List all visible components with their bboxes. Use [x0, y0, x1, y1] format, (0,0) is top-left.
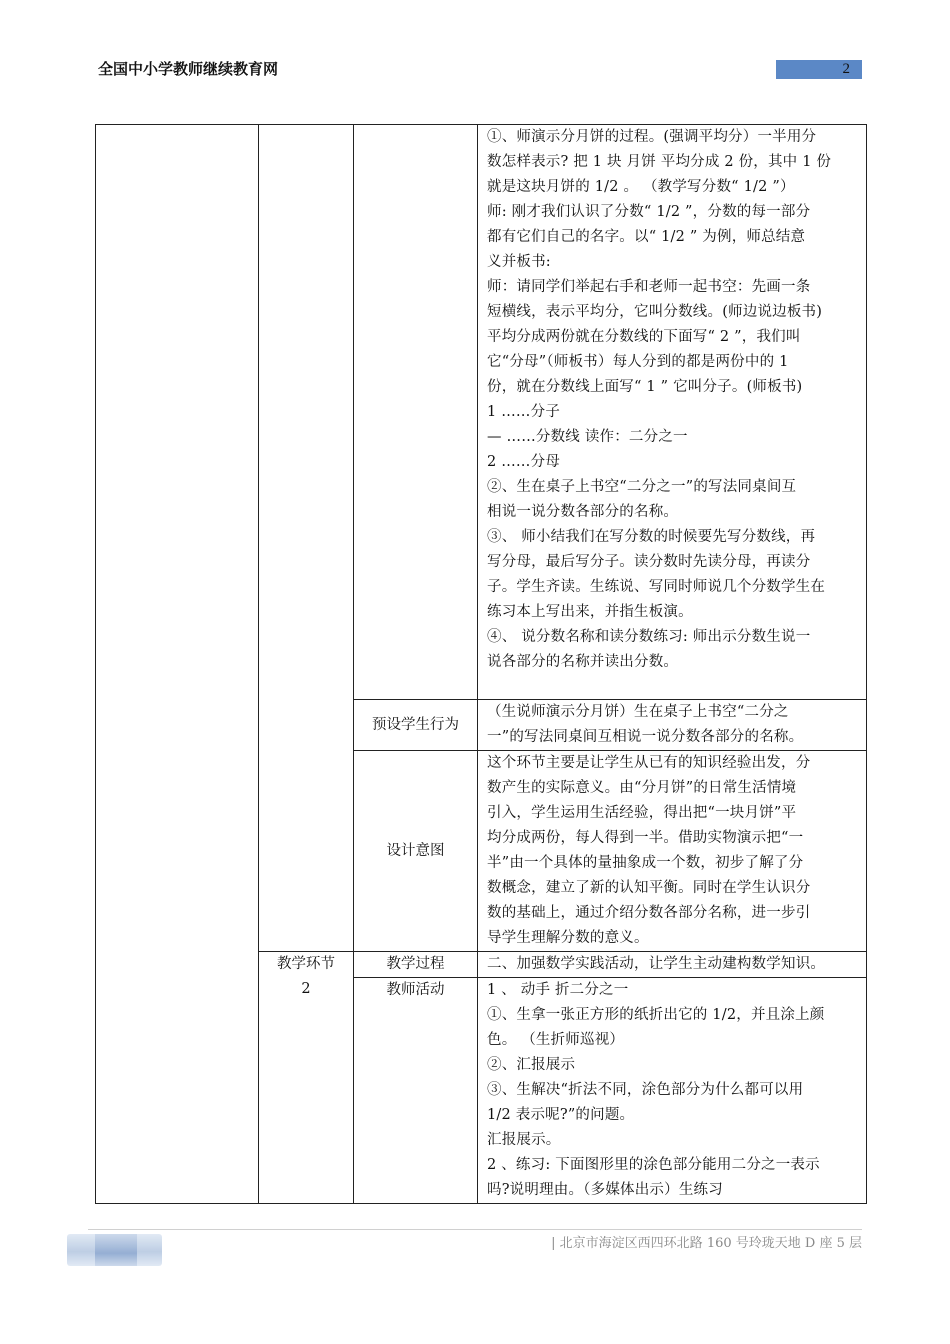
student-behavior-cell	[478, 700, 867, 751]
text-line: 师: 刚才我们认识了分数“ 1/2 ”，分数的每一部分	[487, 204, 811, 220]
text-line: 平均分成两份就在分数线的下面写“ 2 ”，我们叫	[487, 329, 801, 345]
footer-divider	[88, 1229, 862, 1230]
footer-address: | 北京市海淀区西四环北路 160 号玲珑天地 D 座 5 层	[551, 1236, 862, 1251]
text-line: ②、汇报展示	[487, 1057, 576, 1073]
text-line: 数概念，建立了新的认知平衡。同时在学生认识分	[487, 880, 811, 896]
text-line: 数产生的实际意义。由“分月饼”的日常生活情境	[487, 780, 797, 796]
text-line: 吗?说明理由。（多媒体出示）生练习	[487, 1182, 723, 1198]
text-line: 2 、练习: 下面图形里的涂色部分能用二分之一表示	[487, 1157, 820, 1173]
text-line: 均分成两份，每人得到一半。借助实物演示把“一	[487, 830, 804, 846]
design-intent-label: 设计意图	[354, 751, 478, 952]
text-line: 色。 （生折师巡视）	[487, 1032, 625, 1048]
student-behavior-label: 预设学生行为	[354, 700, 478, 751]
text-line: 子。学生齐读。生练说、写同时师说几个分数学生在	[487, 579, 826, 595]
teaching-stage-number: 2	[301, 981, 311, 997]
teaching-process-text: 二、加强数学实践活动，让学生主动建构数学知识。	[487, 956, 826, 972]
page-number-badge: 2	[776, 60, 862, 79]
teaching-stage-cell	[259, 952, 354, 1204]
teacher-activity-cell	[478, 978, 867, 1204]
text-line: 这个环节主要是让学生从已有的知识经验出发，分	[487, 755, 811, 771]
teacher-demo-text	[487, 125, 860, 675]
student-behavior-text	[487, 700, 860, 750]
text-line: 短横线，表示平均分，它叫分数线。(师边说边板书)	[487, 304, 823, 320]
text-line: 一”的写法同桌间互相说一说分数各部分的名称。	[487, 729, 804, 745]
text-line: 引入，学生运用生活经验，得出把“一块月饼”平	[487, 805, 797, 821]
empty-cell-col1	[96, 125, 259, 1204]
teaching-process-cell	[478, 952, 867, 978]
text-line: 师：请同学们举起右手和老师一起书空：先画一条	[487, 279, 811, 295]
teacher-activity-label: 教师活动	[354, 978, 478, 1204]
text-line: 说各部分的名称并读出分数。	[487, 654, 679, 670]
teacher-demo-cell	[478, 125, 867, 700]
text-line: 1 、 动手 折二分之一	[487, 982, 629, 998]
footer-logo	[67, 1234, 162, 1266]
empty-cell-col3	[354, 125, 478, 700]
text-line: — ……分数线 读作：二分之一	[487, 429, 688, 445]
site-title: 全国中小学教师继续教育网	[98, 60, 279, 78]
teacher-activity-text	[487, 978, 860, 1203]
lesson-plan-table	[95, 124, 867, 1204]
text-line: 相说一说分数各部分的名称。	[487, 504, 679, 520]
text-line: 数怎样表示? 把 1 块 月饼 平均分成 2 份，其中 1 份	[487, 154, 832, 170]
text-line: ②、生在桌子上书空“二分之一”的写法同桌间互	[487, 479, 797, 495]
text-line: 1 ……分子	[487, 404, 561, 420]
design-intent-cell	[478, 751, 867, 952]
text-line: 半”由一个具体的量抽象成一个数，初步了解了分	[487, 855, 804, 871]
design-intent-text	[487, 751, 860, 951]
table-row-teacher-demo	[96, 125, 867, 700]
text-line: 份，就在分数线上面写“ 1 ” 它叫分子。(师板书)	[487, 379, 803, 395]
text-line: 就是这块月饼的 1/2 。 （教学写分数“ 1/2 ”）	[487, 179, 795, 195]
text-line: 2 ……分母	[487, 454, 561, 470]
text-line: 写分母，最后写分子。读分数时先读分母，再读分	[487, 554, 811, 570]
text-line: ④、 说分数名称和读分数练习: 师出示分数生说一	[487, 629, 811, 645]
text-line: 义并板书:	[487, 254, 551, 270]
teaching-process-label: 教学过程	[354, 952, 478, 978]
text-line: 导学生理解分数的意义。	[487, 930, 649, 946]
text-line: 它“分母”（师板书）每人分到的都是两份中的 1	[487, 354, 789, 370]
text-line: 数的基础上，通过介绍分数各部分名称，进一步引	[487, 905, 811, 921]
text-line: ③、生解决“折法不同，涂色部分为什么都可以用	[487, 1082, 804, 1098]
text-line: 汇报展示。	[487, 1132, 561, 1148]
text-line: 练习本上写出来，并指生板演。	[487, 604, 693, 620]
text-line: 1/2 表示呢?”的问题。	[487, 1107, 635, 1123]
text-line: （生说师演示分月饼）生在桌子上书空“二分之	[487, 704, 789, 720]
text-line: ③、 师小结我们在写分数的时候要先写分数线，再	[487, 529, 816, 545]
empty-cell-col2	[259, 125, 354, 952]
text-line: 都有它们自己的名字。以“ 1/2 ” 为例，师总结意	[487, 229, 806, 245]
text-line: ①、生拿一张正方形的纸折出它的 1/2，并且涂上颜	[487, 1007, 825, 1023]
teaching-stage-label: 教学环节	[277, 956, 335, 972]
text-line: ①、师演示分月饼的过程。(强调平均分）一半用分	[487, 129, 817, 145]
